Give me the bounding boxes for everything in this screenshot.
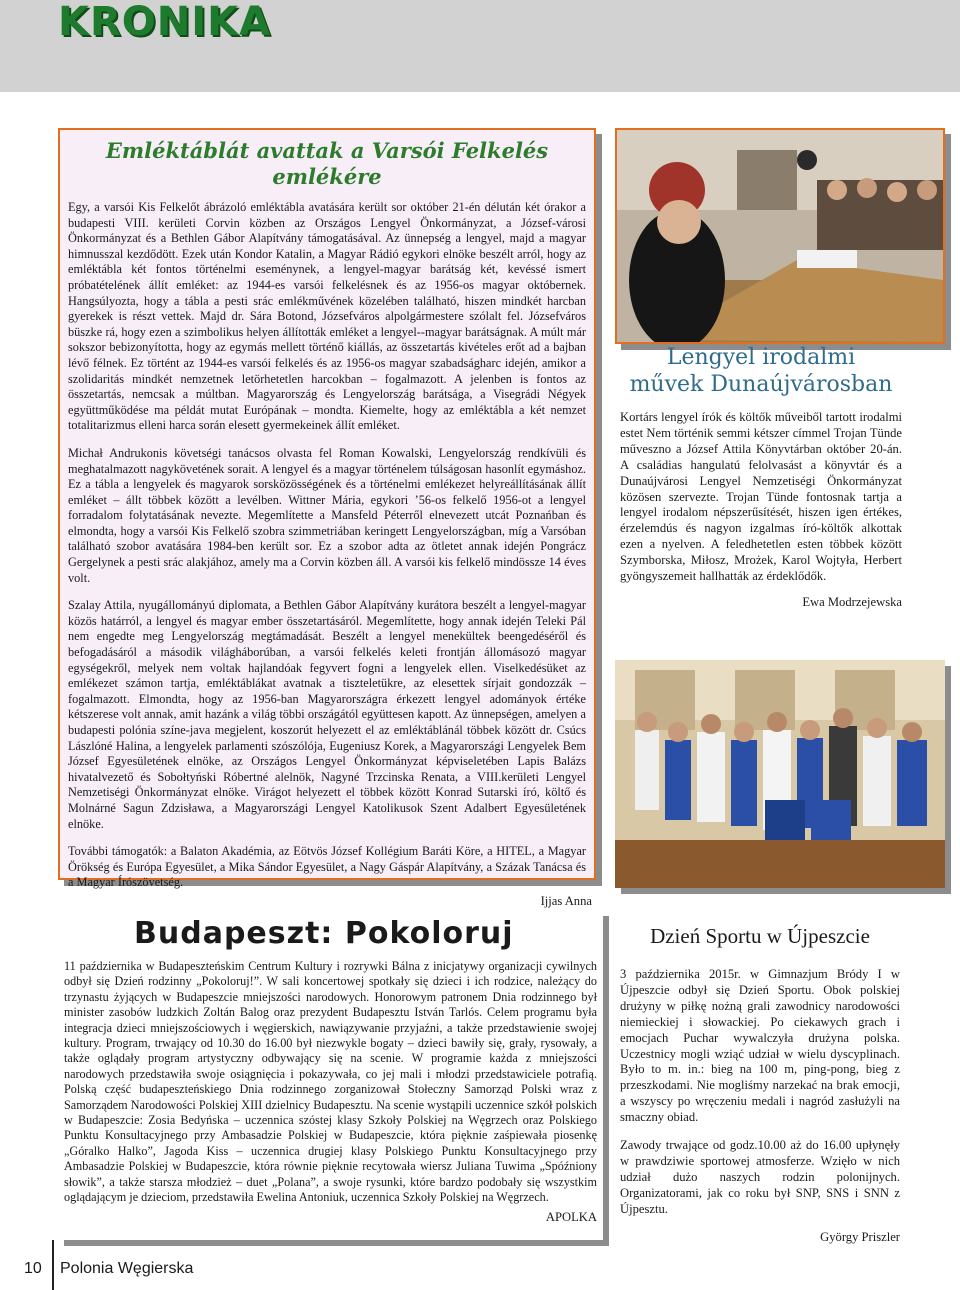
article-title-line2: művek Dunaújvárosban: [629, 372, 893, 397]
article-paragraph: Egy, a varsói Kis Felkelőt ábrázoló emléktábla avatására került sor október 21-én délután két órakor a budapesti VIII. kerületi Corvin közben az Országos Lengyel Önkormányzat, a József-városi Önkormányzat és a Bethlen Gábor Alapítvány támogatásával. Az ünnepség a lengyel, majd a magyar himnusszal kezdődött. Ezek után Kondor Katalin, a Magyar Rádió egykori elnöke beszélt arról, hogy az emléktábla két fontos történelmi eseménynek, a lengyel-magyar barátság két, kevéssé ismert próbatételének állít emléket: az 1944-es varsói felkelésnek és az 1956-os magyar októbernek. Hangsúlyozta, hogy a tábla a pesti srác emlékművének közelében található, hiszen mindkét harcban gyerekek is részt vettek. Majd dr. Sára Botond, Józsefváros alpolgármestere szólalt fel. Józsefváros büszke rá, hogy ezen a szimbolikus helyen állították emléket a lengyel--magyar barátságnak. A múlt már sokszor bebizonyította, hogy az egymás mellett történő kiállás, az összetartás kivételes erőt ad a bajban lévő félnek. Ez történt az 1944-es varsói felkelés és az 1956-os magyar szabadságharc idején, amikor a szolidaritás mindkét nemzetnek letörhetetlen harcokban – fogalmazott. A jelenben is fontos az összetartás, nemcsak a múltban. Magyarország és Lengyelország barátsága, a Visegrádi Négyek együttműködése ma példát mutat Európának – mondta. Kiemelte, hogy az emléktábla a két nemzet totalitarizmus elleni harca során elesett gyermekeinek állít emléket.: [68, 200, 586, 433]
article-body: 3 października 2015r. w Gimnazjum Bródy I w Újpeszcie odbył się Dzień Sportu. Obok polskiej drużyny w piłkę nożną grali zawodnicy narodowości niemieckiej i słowackiej. Po ciekawych grach i emocjach Puchar wywalczyła drużyna polska. Uczestnicy mogli wziąć udział w wielu dyscyplinach. Było to m. in.: bieg na 100 m, ping-pong, bieg z przeszkodami. Nie mogliśmy narzekać na brak emocji, a wszyscy po wręczeniu medali i nagród zasłużyli na smaczny obiad.: [620, 967, 900, 1125]
article-signature: Ewa Modrzejewska: [802, 594, 902, 609]
article-title-line2: emlékére: [272, 164, 382, 189]
photo-sports-day: [615, 660, 945, 888]
article-signature: Ijjas Anna: [540, 894, 592, 908]
section-title: KRONIKA: [58, 0, 272, 45]
article-title-line1: Emléktáblát avattak a Varsói Felkelés: [105, 138, 549, 163]
article-title: Budapeszt: Pokoloruj: [134, 916, 514, 951]
photo-sports-day-image: [615, 660, 945, 888]
article-signature: György Priszler: [820, 1229, 900, 1244]
article-budapeszt-pokoloruj: [58, 910, 603, 1240]
article-title-line1: Lengyel irodalmi: [666, 345, 856, 370]
footer-divider: [52, 1240, 54, 1290]
page-number: 10: [24, 1260, 42, 1277]
article-paragraph: Szalay Attila, nyugállományú diplomata, a Bethlen Gábor Alapítvány kurátora beszélt a lengyel-magyar közös határról, a lengyel és magyar ember összetartásáról. Megemlítette, hogy annak idején Teleki Pál nem engedte meg Lengyelország megtámadását. Beszélt a lengyel menekültek beengedéséről és befogadásáról a második világháborúban, a varsói felkelés keleti frontján állomásozó magyar egységekről, melyek nem voltak hajlandóak fegyvert fogni a lengyelek ellen. Viselkedésüket az emlékezet számon tartja, emléktáblákat avatnak a tiszteletükre, az elesettek sírjait gondozzák – fogalmazott. Elmondta, hogy az 1956-ban Magyarországra érkezett lengyel adományok értéke kétszerese volt annak, amit hazánk a világ többi országától együttesen kapott. Az ünnepségen, amelyen a budapesti polónia színe-java megjelent, koszorút helyezett el az emléktáblánál többek között dr. Csúcs Lászlóné Halina, a lengyelek parlamenti szószólója, Eugeniusz Korek, a Magyarországi Lengyelek Bem József Egyesületének elnöke, az Országos Lengyel Önkormányzat képviseletében Lapis Balázs hivatalvezető és Sobołtyński Róbertné alelnök, Nagyné Trzcinska Renata, a VIII.kerületi Lengyel Nemzetiségi Önkormányzat elnöke. Virágot helyezett el többek között Konrad Sutarski író, költő és Molnárné Sagun Zdzisława, a Magyarországi Lengyel Katolikusok Szent Adalbert Egyesületének elnöke.: [68, 598, 586, 831]
publication-name: Polonia Węgierska: [60, 1260, 194, 1277]
photo-literary-evening: [615, 128, 945, 344]
article-paragraph: Michał Andrukonis követségi tanácsos olvasta fel Roman Kowalski, Lengyelország rendkívüli és meghatalmazott nagykövetének sorait. A lengyel és a magyar történelem túlságosan hasonlít egymáshoz. Ez a tábla a lengyelek és magyarok sorsközösségének és a történelmi emlékezet helyreállításának állít emléket – állt többek között a levélben. Wittner Mária, egykori ’56-os felkelő 1956-ot a lengyel forradalom folytatásának nevezte. Megemlítette a Mansfeld Péterről elnevezett utcát Poznańban és elmondta, hogy a varsói Kis Felkelő szobra szimmetriában keringett Lengyelországban, míg a Varsóban található szobor avatására 1984-ben került sor. Ez a szobor adta az ötletet annak idején Pongrácz Gergelynek a pesti srác alakjához, amely ma a Corvin közben áll. A varsói kis felkelő mindössze 14 éves volt.: [68, 445, 586, 585]
article-body: Kortárs lengyel írók és költők műveiből tartott irodalmi estet Nem történik semmi kétszer címmel Trojan Tünde műveszno a József Attila Könyvtárban október 20-án. A családias hangulatú felolvasást a könyvtár és a Dunaújvárosi Lengyel Nemzetiségi Önkormányzat közösen szervezte. Trojan Tünde fontosnak tartja a lengyel irodalom népszerűsítését, hiszen igen értékes, érzelemdús és nagyon izgalmas író-költők alkottak ezen a nyelven. A feledhetetlen esten többek között Szymborska, Miłosz, Mrożek, Karol Wojtyła, Herbert gyöngyszemeit hallhatták az érdeklődők.: [620, 410, 902, 584]
article-title: Dzień Sportu w Újpeszcie: [650, 924, 870, 948]
article-signature: APOLKA: [545, 1209, 597, 1224]
photo-literary-evening-image: [617, 130, 943, 342]
article-paragraph: További támogatók: a Balaton Akadémia, az Eötvös József Kollégium Baráti Köre, a HITEL, a Magyar Örökség és Európa Egyesület, a Mika Sándor Egyesület, a Nagy Gáspár Alapítvány, a Százak Tanácsa és a Magyar Írószövetség.: [68, 844, 586, 890]
article-lengyel-irodalmi: [612, 340, 910, 640]
article-dzien-sportu: [612, 918, 908, 1244]
article-emlektabla: [58, 128, 596, 890]
article-body: 11 października w Budapeszteńskim Centrum Kultury i rozrywki Bálna z inicjatywy organizacji cywilnych odbył się Dzień rodzinny „Pokoloruj!”. W sali koncertowej spotkały się dzieci i ich rodzice, należący do trzynastu żyjących w Budapeszcie mniejszości narodowych. Honorowym patronem Dnia rodzinnego był minister zasobów ludzkich Zoltán Balog oraz prezydent Budapesztu István Tarlós. Celem programu była integracja dzieci mniejszościowych i węgierskich, nawiązywanie przyjaźni, a także przedstawienie swojej kultury. Program, trwający od 10.30 do 16.00 był niezwykle bogaty – dzieci bawiły się, grały, rysowały, a także oglądały program artystyczny odbywający się na scenie. W programie każda z mniejszości narodowych przedstawiła swoje osiągnięcia i pokazywała, co jej mali i młodzi przedstawiciele potrafią. Polską część budapeszteńskiego Dnia rodzinnego zorganizował Stołeczny Samorząd Polski wraz z Samorządem Narodowości Polskiej XIII dzielnicy Budapesztu. Na scenie wystąpili uczennice szkół polskich w Budapeszcie: Zosia Bedyńska – uczennica szóstej klasy Szkoły Polskiej na Węgrzech oraz Polskiego Punktu Konsultacyjnego przy Ambasadzie Polskiej w Budapeszcie, która pięknie zaśpiewała piosenkę „Góralko Halko”, Jagoda Kiss – uczennica drugiej klasy Polskiego Punktu Konsultacyjnego przy Ambasadzie Polskiej w Budapeszcie, która równie pięknie recytowała wiersz Juliana Tuwima „Spóźniony słowik”, a także starsza młodzież – duet „Polana”, a swoje rysunki, które bardzo podobały się wszystkim oglądającym je dzieciom, przedstawiła Ewelina Antoniuk, uczennica Szkoły Polskiej na Węgrzech.: [64, 959, 597, 1205]
article-body: Zawody trwające od godz.10.00 aż do 16.00 upłynęły w prawdziwie sportowej atmosferze. Wzięło w nich udział dużo naszych rodzin polonijnych. Organizatorami, jak co roku był SNP, SNS i SNN z Újpesztu.: [620, 1138, 900, 1216]
